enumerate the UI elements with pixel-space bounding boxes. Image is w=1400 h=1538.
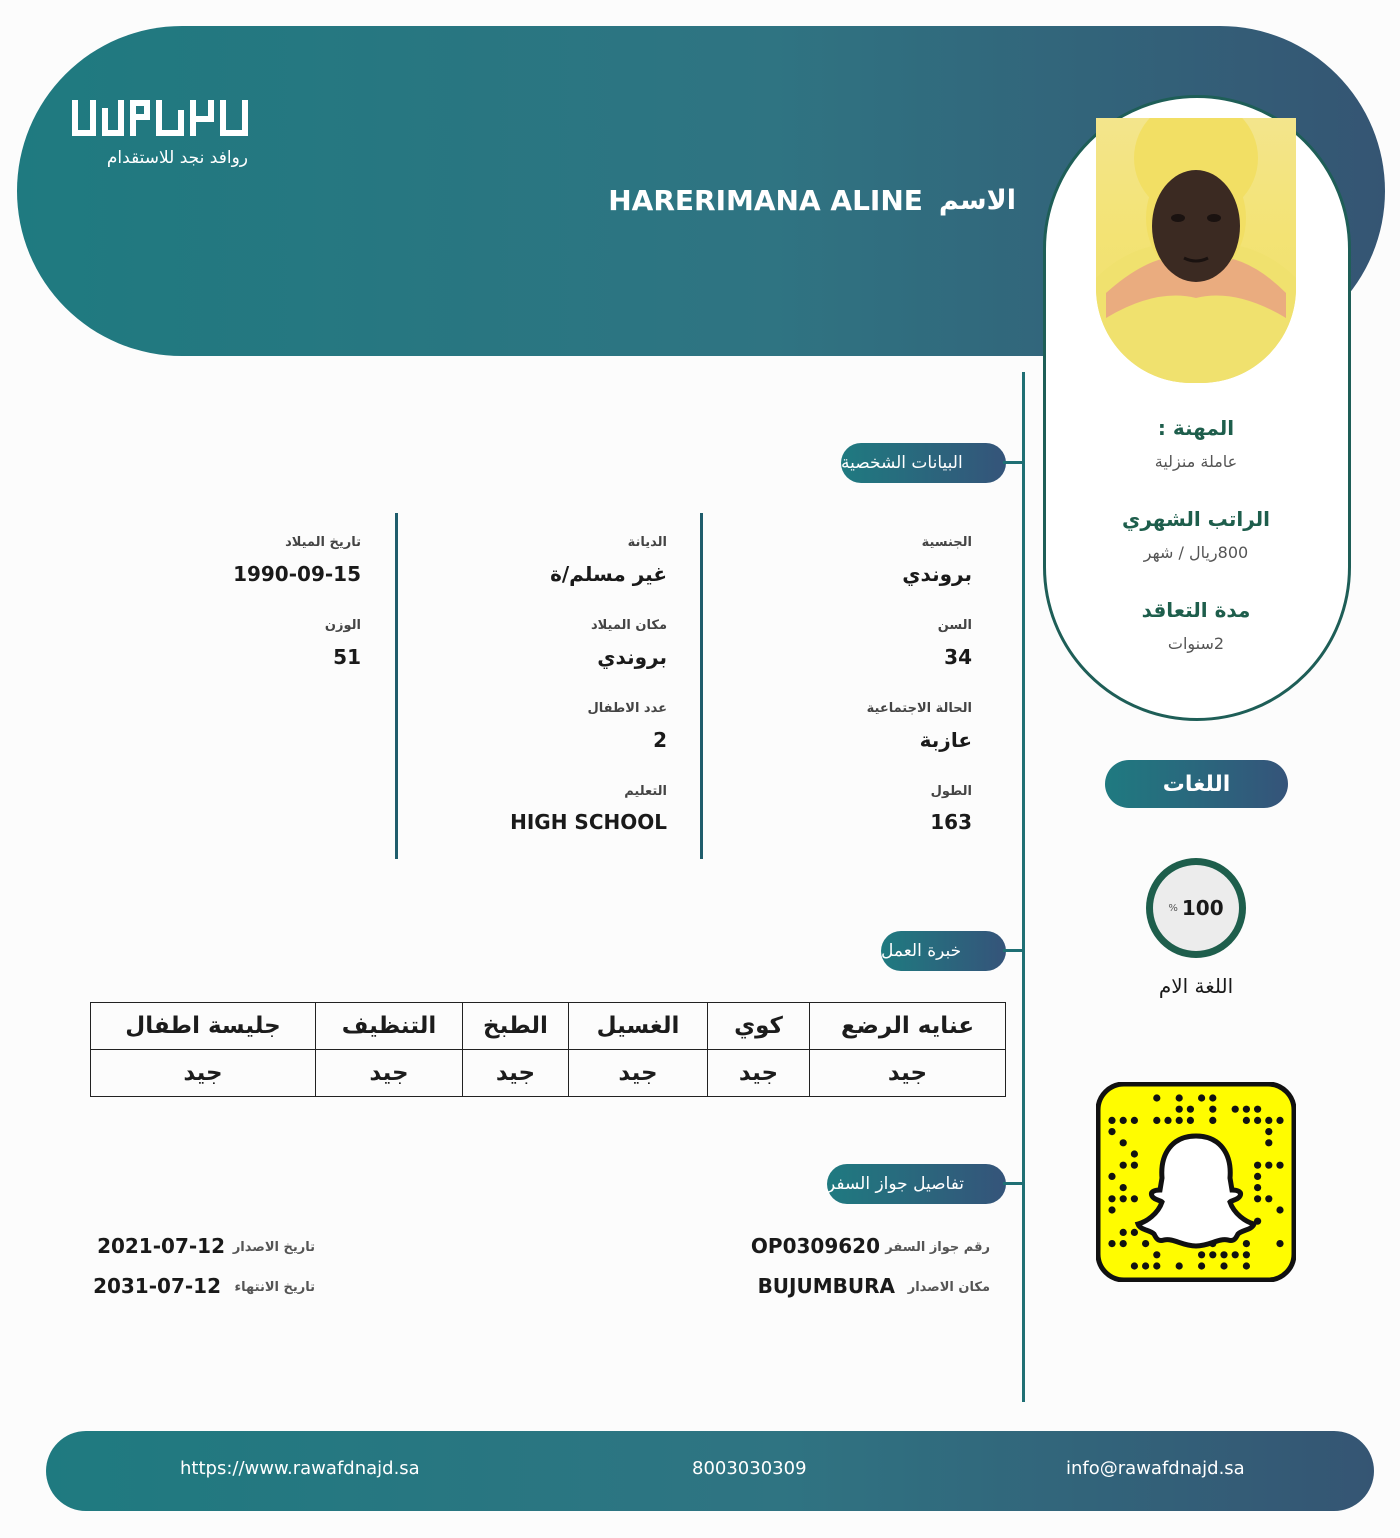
weight-value: 51 (333, 645, 361, 669)
birthplace-label: مكان الميلاد (590, 618, 667, 633)
profession-value: عاملة منزلية (1154, 452, 1238, 471)
language-progress-value (1153, 865, 1239, 951)
salary-label: الراتب الشهري (1122, 507, 1270, 531)
skills-table (90, 1002, 1006, 1097)
weight-label: الوزن (324, 618, 361, 633)
column-separator (395, 513, 398, 859)
vertical-divider (1022, 372, 1025, 1402)
nationality-value: بروندي (902, 562, 972, 586)
section-personal-data: البيانات الشخصية (841, 443, 1006, 483)
contract-value: 2سنوات (1167, 634, 1225, 653)
skill-level: جيد (463, 1050, 569, 1097)
marital-status-value: عازبة (919, 728, 972, 752)
salary-value: 800ريال / شهر (1143, 543, 1249, 562)
email-link[interactable]: info@rawafdnajd.sa (1066, 1458, 1245, 1479)
language-percent: 100 (1181, 896, 1224, 920)
height-label: الطول (930, 784, 972, 799)
age-label: السن (937, 618, 972, 633)
religion-value: غير مسلم/ة (550, 562, 667, 586)
marital-status-label: الحالة الاجتماعية (866, 701, 972, 716)
worker-name: HARERIMANA ALINE (608, 183, 923, 217)
skill-header: الغسيل (569, 1003, 708, 1050)
company-logo-icon (72, 96, 248, 140)
height-value: 163 (930, 810, 972, 834)
table-row (91, 1003, 1006, 1050)
skill-header: التنظيف (316, 1003, 463, 1050)
passport-place-value: BUJUMBURA (757, 1274, 895, 1298)
passport-number-label: رقم جواز السفر (885, 1240, 990, 1255)
expiry-date-label: تاريخ الانتهاء (234, 1280, 315, 1295)
section-passport-details: تفاصيل جواز السفر (827, 1164, 1006, 1204)
skill-level: جيد (810, 1050, 1006, 1097)
skill-header: الطبخ (463, 1003, 569, 1050)
name-label: الاسم (938, 184, 1016, 216)
children-value: 2 (653, 728, 667, 752)
birthdate-label: تاريخ الميلاد (285, 535, 361, 550)
phone-number[interactable]: 8003030309 (692, 1458, 807, 1479)
skill-level: جيد (316, 1050, 463, 1097)
expiry-date-value: 2031-07-12 (93, 1274, 221, 1298)
education-value: HIGH SCHOOL (510, 810, 667, 834)
skill-level: جيد (91, 1050, 316, 1097)
skill-level: جيد (569, 1050, 708, 1097)
issue-date-label: تاريخ الاصدار (232, 1240, 315, 1255)
skill-header: عنايه الرضع (810, 1003, 1006, 1050)
passport-number-value: OP0309620 (750, 1234, 880, 1258)
skill-header: جليسة اطفال (91, 1003, 316, 1050)
website-link[interactable]: https://www.rawafdnajd.sa (180, 1458, 420, 1479)
name-row (608, 178, 1016, 222)
profession-label: المهنة : (1157, 416, 1235, 440)
snapchat-qr-icon[interactable] (1096, 1082, 1296, 1282)
language-name: اللغة الام (1158, 974, 1234, 998)
percent-sign: % (1168, 902, 1178, 914)
section-connector (1003, 949, 1025, 952)
skill-header: كوي (708, 1003, 810, 1050)
section-connector (1003, 1182, 1025, 1185)
birthdate-value: 1990-09-15 (233, 562, 361, 586)
table-row (91, 1050, 1006, 1097)
section-work-experience: خبرة العمل (881, 931, 1006, 971)
issue-date-value: 2021-07-12 (97, 1234, 225, 1258)
section-connector (1003, 461, 1025, 464)
languages-title: اللغات (1105, 760, 1288, 808)
skill-level: جيد (708, 1050, 810, 1097)
contract-label: مدة التعاقد (1141, 598, 1251, 622)
religion-label: الديانة (627, 535, 667, 550)
nationality-label: الجنسية (921, 535, 972, 550)
education-label: التعليم (624, 784, 667, 799)
passport-place-label: مكان الاصدار (907, 1280, 990, 1295)
worker-photo (1096, 118, 1296, 383)
birthplace-value: بروندي (597, 645, 667, 669)
company-logo-text: روافد نجد للاستقدام (106, 148, 248, 168)
age-value: 34 (944, 645, 972, 669)
column-separator (700, 513, 703, 859)
children-label: عدد الاطفال (587, 701, 667, 716)
